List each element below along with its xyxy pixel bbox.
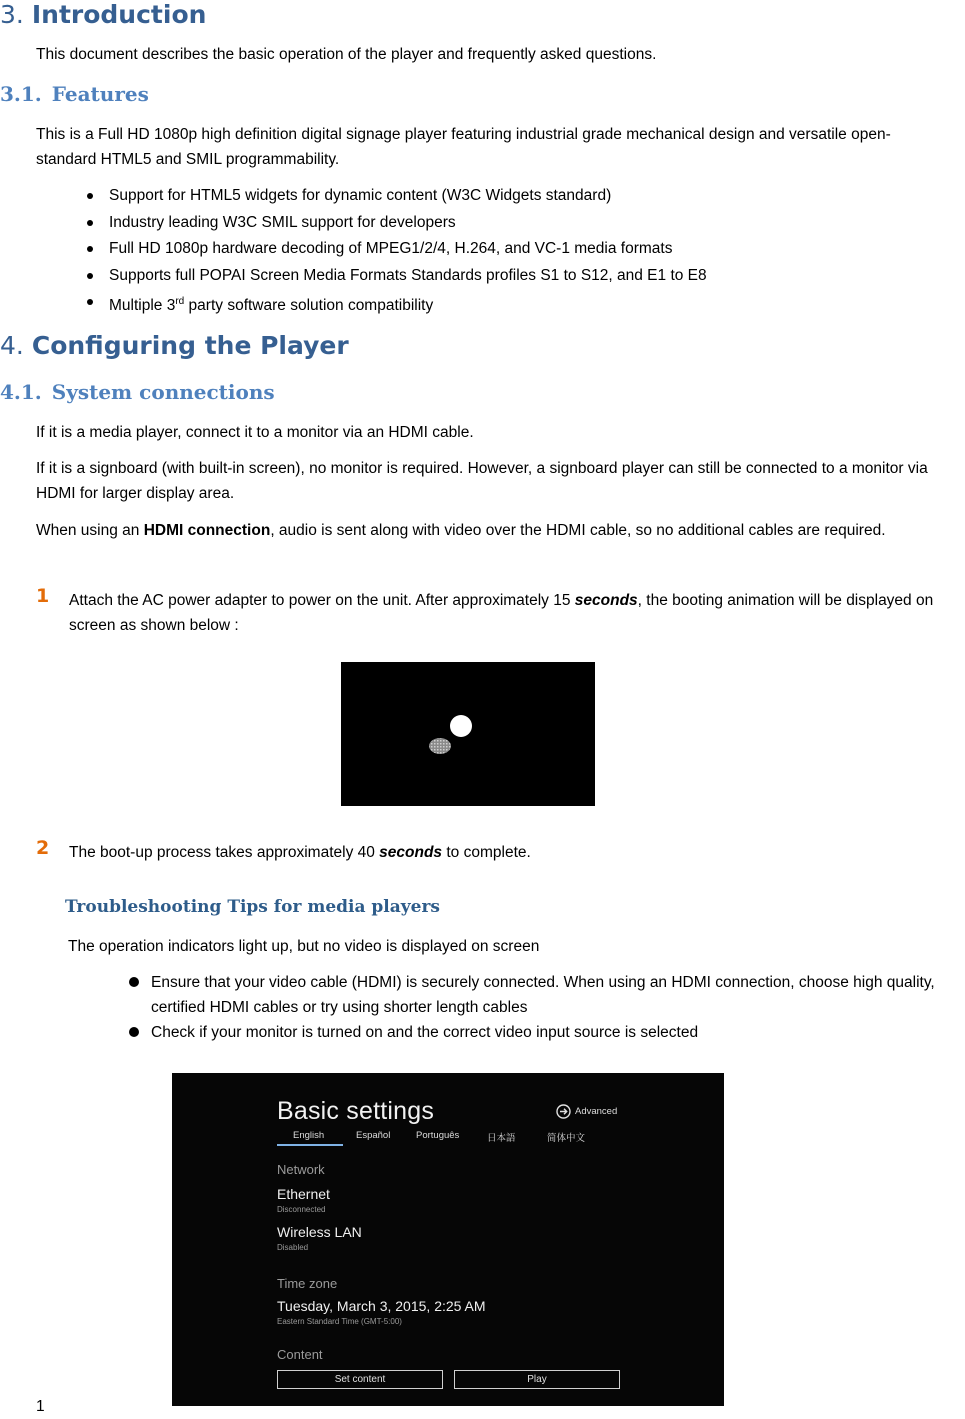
bullet-icon [87, 246, 93, 252]
list-item: Check if your monitor is turned on and the correct video input source is selected [151, 1020, 941, 1045]
troubleshooting-heading: Troubleshooting Tips for media players [65, 897, 440, 917]
ethernet-item[interactable]: Ethernet [277, 1186, 330, 1202]
advanced-link[interactable]: Advanced [556, 1104, 617, 1119]
tab-japanese[interactable]: 日本語 [487, 1133, 516, 1144]
tab-espanol[interactable]: Español [356, 1130, 391, 1141]
bullet-icon [87, 299, 93, 305]
list-item: Industry leading W3C SMIL support for developers [109, 211, 707, 238]
wireless-lan-item[interactable]: Wireless LAN [277, 1224, 362, 1240]
troubleshooting-intro: The operation indicators light up, but no video is displayed on screen [68, 938, 540, 955]
content-section-label: Content [277, 1347, 323, 1362]
heading-features: 3.1. Features [0, 82, 149, 106]
heading-system-connections: 4.1. System connections [0, 380, 275, 404]
system-paragraph-1: If it is a media player, connect it to a monitor via an HDMI cable. [36, 424, 474, 441]
boot-animation-image [341, 662, 595, 806]
timezone-section-label: Time zone [277, 1276, 338, 1291]
datetime-item[interactable]: Tuesday, March 3, 2015, 2:25 AM [277, 1298, 486, 1314]
network-section-label: Network [277, 1162, 325, 1177]
set-content-button[interactable]: Set content [277, 1370, 443, 1389]
troubleshooting-list [151, 970, 941, 1045]
features-paragraph: This is a Full HD 1080p high definition digital signage player featuring industrial grade mechanical design and versatile open-standard HTML5 and SMIL programmability. [36, 126, 891, 168]
system-paragraph-2: If it is a signboard (with built-in screen), no monitor is required. However, a signboard player can still be connected to a monitor via HDMI for larger display area. [36, 460, 928, 502]
bullet-icon [129, 977, 139, 987]
bullet-icon [87, 273, 93, 279]
timezone-value: Eastern Standard Time (GMT-5:00) [277, 1317, 402, 1326]
list-item: Supports full POPAI Screen Media Formats Standards profiles S1 to S12, and E1 to E8 [109, 264, 707, 291]
list-item: Multiple 3rd party software solution compatibility [109, 290, 707, 317]
list-item: Ensure that your video cable (HDMI) is securely connected. When using an HDMI connection, choose high quality, certified HDMI cables or try using shorter length cables [151, 970, 941, 1020]
tab-portugues[interactable]: Português [416, 1130, 460, 1141]
heading-introduction: 3. Introduction [0, 0, 207, 29]
play-button[interactable]: Play [454, 1370, 620, 1389]
loading-dots-icon [341, 662, 595, 806]
tab-english[interactable]: English [293, 1130, 325, 1141]
list-item: Support for HTML5 widgets for dynamic content (W3C Widgets standard) [109, 184, 707, 211]
bullet-icon [129, 1027, 139, 1037]
tab-chinese[interactable]: 简体中文 [547, 1133, 586, 1144]
basic-settings-screenshot [172, 1073, 724, 1406]
wireless-status: Disabled [277, 1243, 309, 1252]
step-number: 2 [36, 837, 50, 859]
bullet-icon [87, 193, 93, 199]
step-number: 1 [36, 585, 50, 607]
settings-title: Basic settings [277, 1097, 435, 1125]
ethernet-status: Disconnected [277, 1205, 326, 1214]
step-text: Attach the AC power adapter to power on the unit. After approximately 15 seconds, the booting animation will be displayed on screen as shown below : [69, 592, 934, 634]
system-paragraph-3: When using an HDMI connection, audio is sent along with video over the HDMI cable, so no additional cables are required. [36, 522, 886, 539]
bullet-icon [87, 220, 93, 226]
active-tab-underline [277, 1144, 343, 1146]
page-number: 1 [36, 1398, 45, 1415]
heading-configuring: 4. Configuring the Player [0, 331, 349, 360]
step-text: The boot-up process takes approximately 40 seconds to complete. [69, 844, 531, 861]
list-item: Full HD 1080p hardware decoding of MPEG1/2/4, H.264, and VC-1 media formats [109, 237, 707, 264]
features-list [109, 184, 707, 317]
intro-paragraph: This document describes the basic operation of the player and frequently asked questions. [36, 46, 657, 63]
arrow-right-circle-icon [556, 1104, 571, 1119]
